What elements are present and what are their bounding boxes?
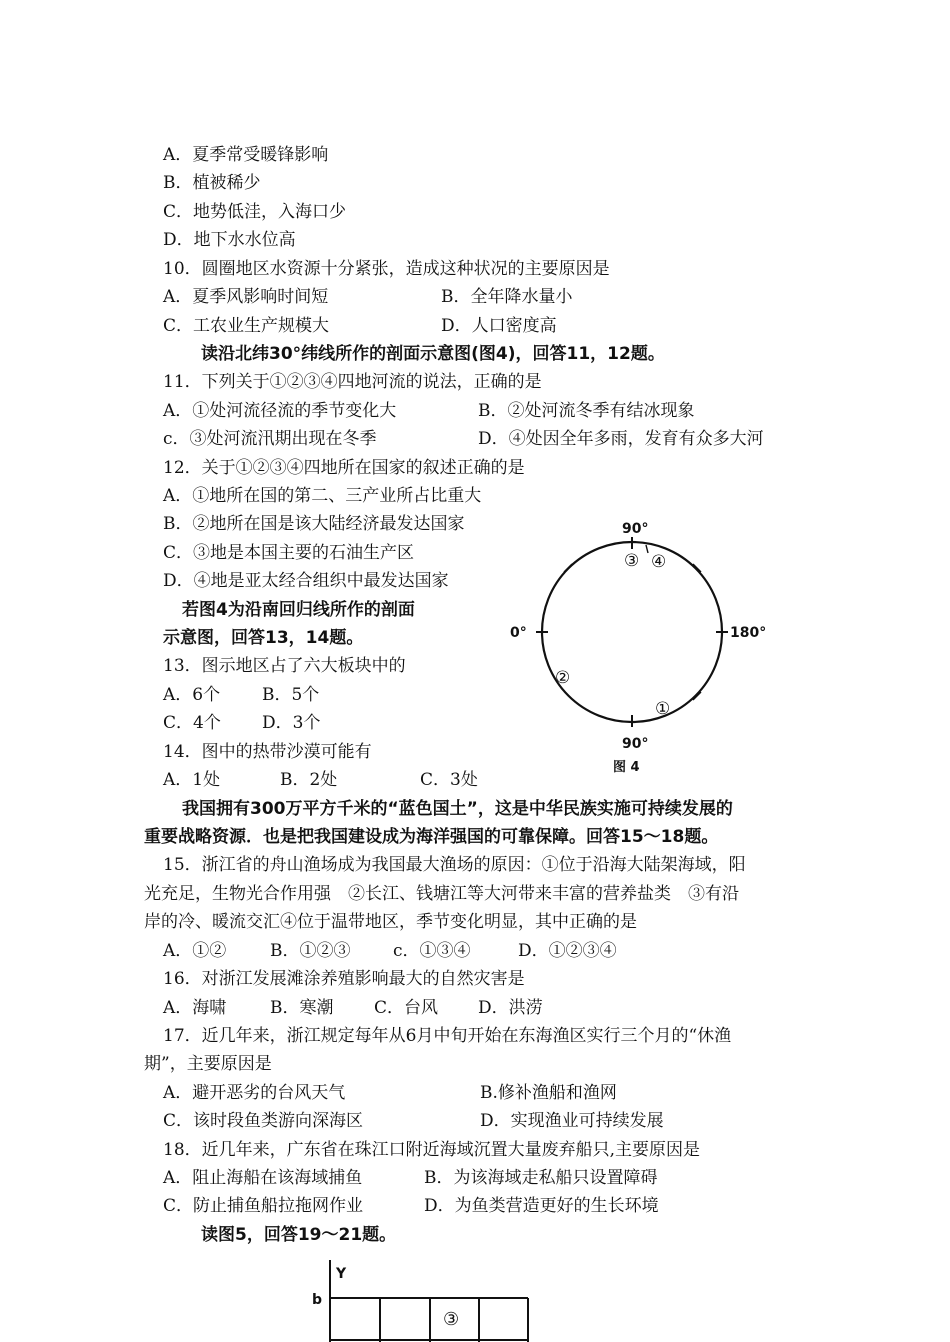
marker-4: ④: [651, 552, 667, 572]
option-14b: B．2处: [280, 770, 338, 790]
option-14c: C．3处: [420, 770, 478, 790]
option-12b: B．②地所在国是该大陆经济最发达国家: [163, 514, 465, 534]
option-17b: B.修补渔船和渔网: [480, 1083, 617, 1103]
question-17-line2: 期”，主要原因是: [144, 1054, 272, 1074]
option-16d: D．洪涝: [478, 998, 543, 1018]
option-12c: C．③地是本国主要的石油生产区: [163, 543, 415, 563]
question-15-line3: 岸的冷、暖流交汇④位于温带地区，季节变化明显，其中正确的是: [144, 912, 637, 932]
option-11b: B．②处河流冬季有结冰现象: [478, 401, 695, 421]
option-11d: D．④处因全年多雨，发育有众多大河: [478, 429, 764, 449]
figure-4-caption: 图 4: [613, 760, 640, 775]
option-15a: A．①②: [163, 941, 227, 961]
option-18c: C．防止捕鱼船拉拖网作业: [163, 1196, 364, 1216]
question-12: 12．关于①②③④四地所在国家的叙述正确的是: [163, 458, 525, 478]
option-11a: A．①处河流径流的季节变化大: [163, 401, 397, 421]
option-16b: B．寒潮: [270, 998, 334, 1018]
question-13: 13．图示地区占了六大板块中的: [163, 656, 406, 676]
option-17d: D．实现渔业可持续发展: [480, 1111, 664, 1131]
option-10c: C．工农业生产规模大: [163, 316, 330, 336]
option-12a: A．①地所在国的第二、三产业所占比重大: [163, 486, 482, 506]
instruction-15-18-line2: 重要战略资源．也是把我国建设成为海洋强国的可靠保障。回答15～18题。: [144, 827, 719, 847]
option-16c: C．台风: [374, 998, 439, 1018]
option-9d: D．地下水水位高: [163, 230, 296, 250]
option-9c: C．地势低洼，入海口少: [163, 202, 347, 222]
option-15b: B．①②③: [270, 941, 351, 961]
instruction-13-14-line2: 示意图，回答13，14题。: [163, 628, 364, 648]
option-18d: D．为鱼类营造更好的生长环境: [424, 1196, 659, 1216]
question-16: 16．对浙江发展滩涂养殖影响最大的自然灾害是: [163, 969, 525, 989]
option-9a: A．夏季常受暖锋影响: [163, 145, 329, 165]
question-15-line1: 15．浙江省的舟山渔场成为我国最大渔场的原因：①位于沿海大陆架海域，阳: [163, 855, 746, 875]
question-18: 18．近几年来，广东省在珠江口附近海域沉置大量废弃船只,主要原因是: [163, 1140, 701, 1160]
instruction-13-14-line1: 若图4为沿南回归线所作的剖面: [182, 600, 415, 620]
option-13d: D．3个: [262, 713, 321, 733]
figure-5-grid: [300, 1260, 540, 1342]
option-9b: B．植被稀少: [163, 173, 261, 193]
marker-1: ①: [655, 699, 671, 719]
question-11: 11．下列关于①②③④四地河流的说法，正确的是: [163, 372, 542, 392]
option-17c: C．该时段鱼类游向深海区: [163, 1111, 364, 1131]
boundary-mark: [646, 545, 648, 553]
option-10a: A．夏季风影响时间短: [163, 287, 329, 307]
option-11c: c．③处河流汛期出现在冬季: [163, 429, 377, 449]
option-18b: B．为该海域走私船只设置障碍: [424, 1168, 658, 1188]
option-15d: D．①②③④: [518, 941, 617, 961]
question-10: 10．圆圈地区水资源十分紧张，造成这种状况的主要原因是: [163, 259, 610, 279]
boundary-mark: [561, 688, 569, 696]
label-bottom-90: 90°: [622, 736, 649, 752]
option-15c: c．①③④: [393, 941, 471, 961]
b-label: b: [312, 1292, 323, 1308]
question-14: 14．图中的热带沙漠可能有: [163, 742, 372, 762]
label-left-0: 0°: [510, 625, 527, 641]
label-top-90: 90°: [622, 521, 649, 537]
marker-2: ②: [555, 668, 571, 688]
option-16a: A．海啸: [163, 998, 227, 1018]
option-13c: C．4个: [163, 713, 221, 733]
instruction-15-18-line1: 我国拥有300万平方千米的“蓝色国土”，这是中华民族实施可持续发展的: [182, 799, 733, 819]
option-12d: D．④地是亚太经合组织中最发达国家: [163, 571, 449, 591]
boundary-mark: [564, 564, 572, 572]
instruction-19-21: 读图5，回答19～21题。: [201, 1225, 397, 1245]
option-17a: A．避开恶劣的台风天气: [163, 1083, 346, 1103]
marker-3: ③: [624, 551, 640, 571]
question-17-line1: 17．近几年来，浙江规定每年从6月中旬开始在东海渔区实行三个月的“休渔: [163, 1026, 732, 1046]
option-18a: A．阻止海船在该海域捕鱼: [163, 1168, 363, 1188]
grid-marker-3: ③: [443, 1309, 460, 1330]
label-right-180: 180°: [730, 625, 767, 641]
option-13b: B．5个: [262, 685, 320, 705]
instruction-11-12: 读沿北纬30°纬线所作的剖面示意图(图4)，回答11，12题。: [201, 344, 665, 364]
figure-4-diagram: [500, 515, 780, 780]
option-14a: A．1处: [163, 770, 221, 790]
option-10d: D．人口密度高: [441, 316, 557, 336]
option-13a: A．6个: [163, 685, 221, 705]
y-axis-label: Y: [336, 1266, 347, 1282]
option-10b: B．全年降水量小: [441, 287, 573, 307]
question-15-line2: 光充足，生物光合作用强 ②长江、钱塘江等大河带来丰富的营养盐类 ③有沿: [144, 884, 739, 904]
